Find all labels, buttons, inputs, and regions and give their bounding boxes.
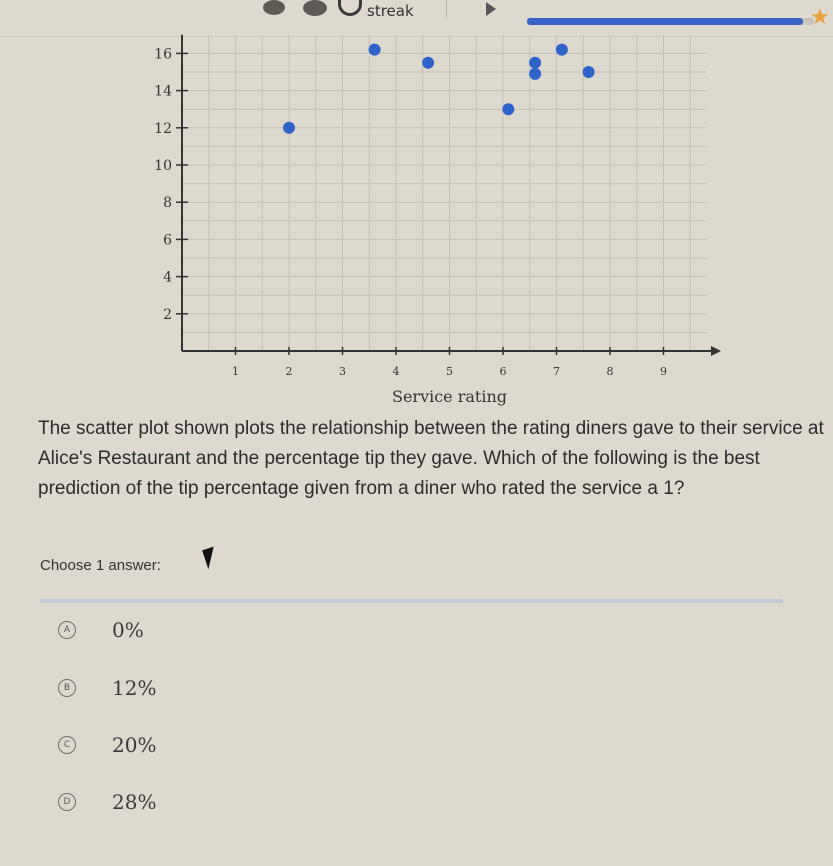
x-tick-label: 3 bbox=[339, 365, 346, 378]
streak-label: streak bbox=[367, 2, 414, 20]
mouse-cursor-icon bbox=[202, 547, 220, 570]
question-text: The scatter plot shown plots the relationship between the rating diners gave to their service at Alice's Restaurant and the percentage tip they gave. Which of the following is the best prediction of the tip percentage given from a diner who rated the service a 1? bbox=[38, 418, 824, 499]
data-point bbox=[556, 44, 568, 56]
choice-b[interactable] bbox=[58, 672, 156, 704]
choice-letter[interactable]: D bbox=[58, 793, 76, 811]
data-point bbox=[529, 57, 541, 69]
choice-text[interactable]: 12% bbox=[112, 676, 157, 700]
x-tick-label: 8 bbox=[606, 365, 614, 378]
choice-text[interactable]: 28% bbox=[112, 790, 157, 814]
y-tick-label: 14 bbox=[154, 83, 172, 100]
choice-text[interactable]: 0% bbox=[112, 618, 144, 642]
x-axis-title: Service rating bbox=[391, 387, 508, 406]
y-tick-label: 2 bbox=[163, 306, 172, 323]
y-tick-label: 10 bbox=[154, 158, 172, 174]
y-tick-label: 8 bbox=[163, 195, 172, 212]
divider bbox=[40, 599, 783, 603]
data-point bbox=[502, 103, 514, 115]
y-tick-label: 6 bbox=[163, 232, 172, 249]
y-tick-label: 12 bbox=[154, 120, 172, 137]
x-tick-label: 9 bbox=[660, 365, 667, 378]
choice-text[interactable]: 20% bbox=[112, 733, 157, 757]
choice-letter[interactable]: A bbox=[58, 621, 76, 639]
choice-letter[interactable]: C bbox=[58, 736, 76, 754]
data-point bbox=[422, 57, 434, 69]
x-tick-label: 5 bbox=[446, 365, 453, 378]
x-tick-label: 6 bbox=[499, 365, 507, 378]
choice-letter[interactable]: B bbox=[58, 679, 76, 697]
scatter-plot bbox=[0, 0, 833, 412]
y-tick-label: 4 bbox=[163, 269, 172, 286]
choose-prompt: Choose 1 answer: bbox=[40, 557, 161, 574]
x-tick-label: 4 bbox=[392, 365, 400, 378]
choice-c[interactable] bbox=[58, 729, 156, 761]
data-point bbox=[369, 44, 381, 56]
choice-d[interactable] bbox=[58, 786, 156, 818]
x-axis-arrow bbox=[711, 346, 721, 356]
x-tick-label: 2 bbox=[285, 365, 293, 378]
data-point bbox=[283, 122, 295, 134]
x-tick-label: 1 bbox=[232, 365, 239, 378]
choice-a[interactable] bbox=[58, 614, 144, 646]
data-point bbox=[583, 66, 595, 78]
x-tick-label: 7 bbox=[553, 365, 560, 378]
data-point bbox=[529, 68, 541, 80]
star-icon: ★ bbox=[810, 5, 830, 30]
y-tick-label: 16 bbox=[154, 46, 172, 63]
